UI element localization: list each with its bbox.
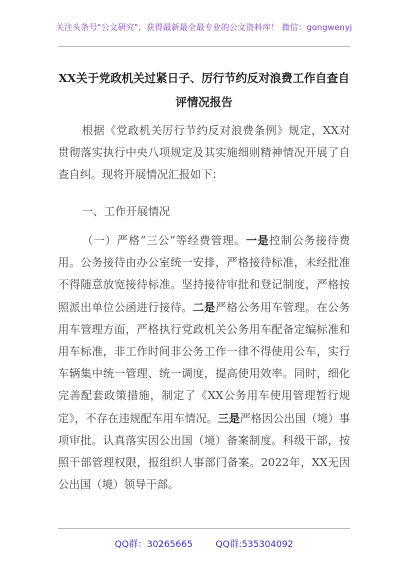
lead-two: 二是 xyxy=(192,300,216,314)
item-three-text: 严格因公出国（境）事项审批。认真落实因公出国（境）备案制度。科级干部，按照干部管理权限，报组织人事部门备案。2022年，XX无因公出国（境）领导干部。 xyxy=(58,411,351,492)
body-paragraph xyxy=(58,230,350,496)
item-two-text: 严格公务用车管理。在公务用车管理方面，严格执行党政机关公务用车配备定编标准和用车标准，非工作时间非公务工作一律不得使用公车，实行车辆集中统一管理、统一调度，提高使用效率。同时，细化完善配套政策措施，制定了《XX公务用车使用管理暂行规定》，不存在违规配车用车情况。 xyxy=(58,300,351,425)
qq-group-two: QQ群:535304092 xyxy=(215,540,294,550)
qq-group-one: QQ群：30265665 xyxy=(114,540,193,550)
lead-three: 三是 xyxy=(217,411,240,425)
document-title: XX关于党政机关过紧日子、厉行节约反对浪费工作自查自评情况报告 xyxy=(58,71,350,109)
subsection-heading: （一）严格“三公”等经费管理。 xyxy=(82,234,246,247)
intro-paragraph: 根据《党政机关厉行节约反对浪费条例》规定，XX对贯彻落实执行中央八项规定及其实施细则精神情况开展了自查自纠。现将开展情况汇报如下： xyxy=(58,124,350,182)
lead-one: 一是 xyxy=(245,234,270,247)
footer-divider xyxy=(58,528,350,529)
footer-contact xyxy=(0,537,408,550)
header-divider xyxy=(58,46,350,47)
section-heading: 一、工作开展情况 xyxy=(82,205,170,218)
header-promo-note: 关注头条号"公文研究"，获得最新最全最专业的公文资料库！ 微信：gongwenyj xyxy=(55,22,353,32)
item-one-text: 控制公务接待费用。公务接待由办公室统一安排，严格接待标准，未经批准不得随意放宽接待标准。坚持接待审批和登记制度，严格按照派出单位公函进行接待。 xyxy=(58,234,351,314)
